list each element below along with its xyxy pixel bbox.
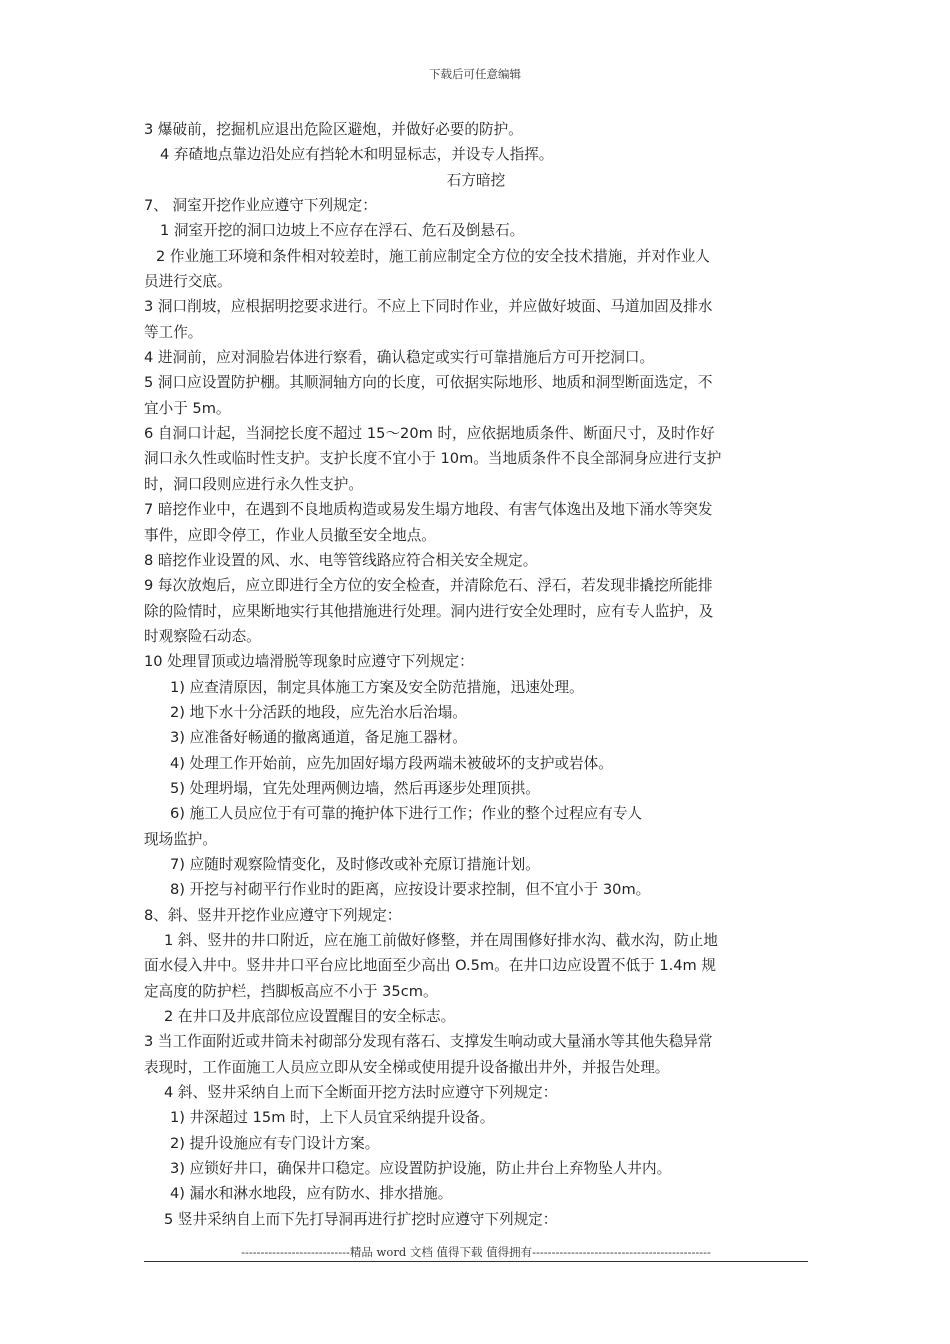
text-line: 5 洞口应设置防护棚。其顺洞轴方向的长度，可依据实际地形、地质和洞型断面选定，不 — [144, 374, 713, 392]
text-line: 3) 应锁好井口，确保井口稳定。应设置防护设施，防止井台上弃物坠人井内。 — [170, 1160, 672, 1178]
text-line: 除的险情时，应果断地实行其他措施进行处理。洞内进行安全处理时，应有专人监护，及 — [144, 602, 714, 620]
text-line: 时观察险石动态。 — [144, 627, 261, 645]
text-line: 2 在井口及井底部位应设置醒目的安全标志。 — [164, 1008, 456, 1026]
text-line: 2) 地下水十分活跃的地段，应先治水后治塌。 — [170, 703, 467, 721]
page-footer: ----------------------------精品 word 文档 值得下载 值得拥有---------------------------------------------- — [241, 1245, 711, 1259]
text-line: 面水侵入井中。竖井井口平台应比地面至少高出 O.5m。在井口边应设置不低于 1.4m 规 — [144, 957, 716, 975]
text-line: 8) 开挖与衬砌平行作业时的距离，应按设计要求控制，但不宜小于 30m。 — [170, 881, 651, 899]
text-line: 1 洞室开挖的洞口边坡上不应存在浮石、危石及倒悬石。 — [160, 222, 525, 240]
text-line: 2 作业施工环境和条件相对较差时，施工前应制定全方位的安全技术措施，并对作业人 — [156, 247, 710, 265]
text-line: 10 处理冒顶或边墙滑脱等现象时应遵守下列规定： — [144, 653, 474, 671]
text-line: 4) 漏水和淋水地段，应有防水、排水措施。 — [170, 1185, 453, 1203]
text-line: 1) 井深超过 15m 时，上下人员宜采纳提升设备。 — [170, 1109, 495, 1127]
text-line: 现场监护。 — [144, 830, 217, 848]
text-line: 4 斜、竖井采纳自上而下全断面开挖方法时应遵守下列规定： — [164, 1084, 558, 1102]
text-line: 7) 应随时观察险情变化，及时修改或补充原订措施计划。 — [170, 855, 540, 873]
page-header: 下载后可任意编辑 — [429, 67, 521, 81]
text-line: 定高度的防护栏，挡脚板高应不小于 35cm。 — [144, 982, 438, 1000]
text-line: 4 弃碴地点靠边沿处应有挡轮木和明显标志，并设专人指挥。 — [160, 146, 554, 164]
text-line: 洞口永久性或临时性支护。支护长度不宜小于 10m。当地质条件不良全部洞身应进行支护 — [144, 450, 722, 468]
text-line: 3 爆破前，挖掘机应退出危险区避炮，并做好必要的防护。 — [144, 121, 523, 138]
text-line: 8 暗挖作业设置的风、水、电等管线路应符合相关安全规定。 — [144, 551, 538, 569]
text-line: 宜小于 5m。 — [144, 399, 231, 417]
text-line: 表现时，工作面施工人员应立即从安全梯或使用提升设备撤出井外，并报告处理。 — [144, 1058, 670, 1076]
text-line: 事件，应即令停工，作业人员撤至安全地点。 — [144, 526, 436, 544]
text-line: 6) 施工人员应位于有可靠的掩护体下进行工作；作业的整个过程应有专人 — [170, 805, 643, 823]
text-line: 3 洞口削坡，应根据明挖要求进行。不应上下同时作业，并应做好坡面、马道加固及排水 — [144, 298, 713, 316]
text-line: 3 当工作面附近或井筒未衬砌部分发现有落石、支撑发生响动或大量涌水等其他失稳异常 — [144, 1033, 713, 1051]
section-heading: 石方暗挖 — [446, 171, 506, 189]
text-line: 3) 应准备好畅通的撤离通道，备足施工器材。 — [170, 729, 467, 747]
footer-rule — [144, 1261, 808, 1262]
text-line: 4) 处理工作开始前，应先加固好塌方段两端未被破坏的支护或岩体。 — [170, 754, 613, 772]
text-line: 5) 处理坍塌，宜先处理两侧边墙，然后再逐步处理顶拱。 — [170, 779, 540, 797]
text-line: 9 每次放炮后，应立即进行全方位的安全检查，并清除危石、浮石，若发现非撬挖所能排 — [144, 577, 713, 595]
text-line: 6 自洞口计起，当洞挖长度不超过 15～20m 时，应依据地质条件、断面尺寸，及时作好 — [144, 425, 715, 443]
text-line: 等工作。 — [144, 323, 203, 341]
text-line: 5 竖井采纳自上而下先打导洞再进行扩挖时应遵守下列规定： — [164, 1210, 558, 1228]
text-line: 员进行交底。 — [144, 273, 232, 291]
text-line: 1 斜、竖井的井口附近，应在施工前做好修整，并在周围修好排水沟、截水沟，防止地 — [164, 932, 718, 949]
text-line: 1) 应查清原因，制定具体施工方案及安全防范措施，迅速处理。 — [170, 678, 584, 696]
text-line: 时，洞口段则应进行永久性支护。 — [144, 475, 363, 493]
text-line: 2) 提升设施应有专门设计方案。 — [170, 1134, 380, 1152]
text-line: 7、 洞室开挖作业应遵守下列规定： — [144, 197, 377, 215]
document-body — [144, 117, 808, 1232]
text-line: 4 进洞前，应对洞脸岩体进行察看，确认稳定或实行可靠措施后方可开挖洞口。 — [144, 349, 655, 367]
text-line: 8、斜、竖井开挖作业应遵守下列规定： — [144, 906, 402, 924]
text-line: 7 暗挖作业中，在遇到不良地质构造或易发生塌方地段、有害气体逸出及地下涌水等突发 — [144, 501, 713, 519]
